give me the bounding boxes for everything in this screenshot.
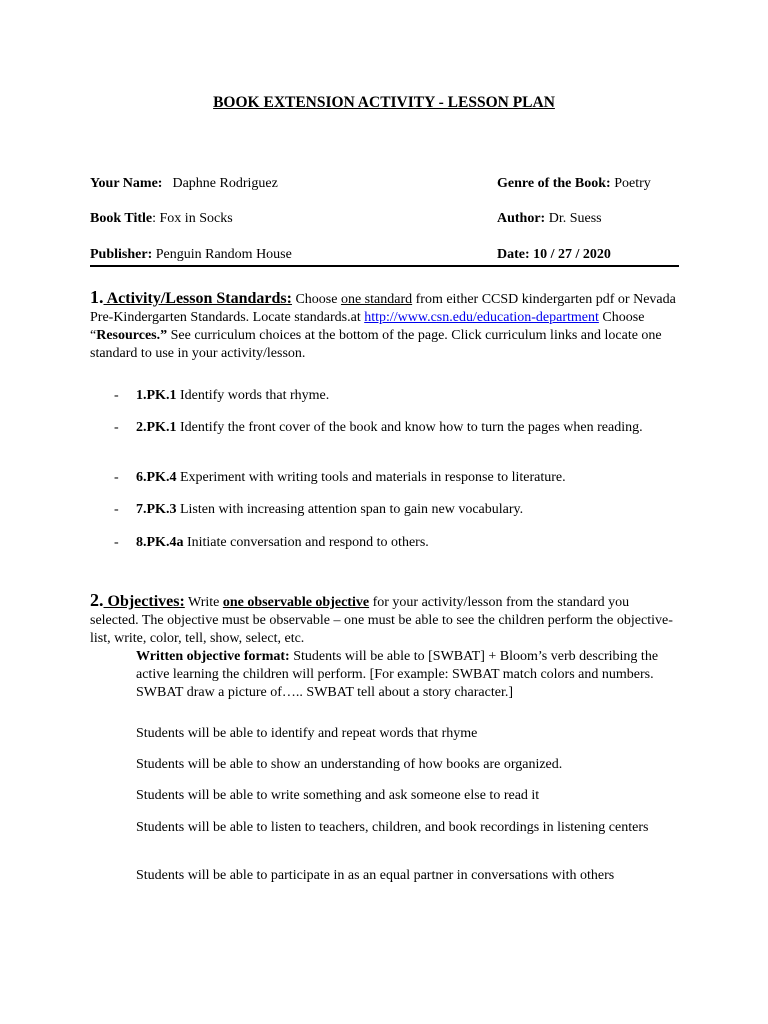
standard-code: 7.PK.3 xyxy=(136,502,177,517)
name-field xyxy=(90,175,278,193)
section1-text-b: from either CCSD kindergarten pdf or Nevada Pre-Kindergarten Standards. Locate standards.at xyxy=(90,292,676,325)
name-value: Daphne Rodriguez xyxy=(172,176,278,191)
standards-link[interactable]: http://www.csn.edu/education-department xyxy=(364,310,599,325)
page-title: BOOK EXTENSION ACTIVITY - LESSON PLAN xyxy=(213,94,555,111)
standard-text: Identify the front cover of the book and know how to turn the pages when reading. xyxy=(176,420,643,435)
date-label: Date: 10 / 27 / 2020 xyxy=(497,247,611,262)
genre-field xyxy=(497,175,651,193)
objective-format-paragraph xyxy=(90,648,680,702)
section-objectives xyxy=(90,591,680,702)
standard-text: Experiment with writing tools and materials in response to literature. xyxy=(176,470,566,485)
section1-number: 1. xyxy=(90,287,104,307)
objective-item: Students will be able to show an understanding of how books are organized. xyxy=(136,757,563,772)
section2-one-objective: one observable objective xyxy=(222,595,370,610)
standard-text: Initiate conversation and respond to others. xyxy=(183,535,429,550)
section1-one-standard: one standard xyxy=(340,292,413,307)
list-dash: - xyxy=(114,470,119,485)
genre-label: Genre of the Book: xyxy=(497,176,611,191)
standard-code: 6.PK.4 xyxy=(136,470,177,485)
standard-code: 1.PK.1 xyxy=(136,388,177,403)
genre-value: Poetry xyxy=(614,176,651,191)
section2-text-b: for your activity/lesson from the standard you selected. The objective must be observable – one must be able to see the children perform the objective- list, write, color, tell, show, select, etc. xyxy=(90,595,673,646)
date-field xyxy=(497,246,611,264)
section2-number: 2. xyxy=(90,590,104,610)
publisher-value: Penguin Random House xyxy=(155,247,292,262)
list-dash: - xyxy=(114,502,119,517)
section1-text-d: See curriculum choices at the bottom of the page. Click curriculum links and locate one standard to use in your activity/lesson. xyxy=(90,328,662,361)
section1-resources: Resources.” xyxy=(96,328,168,343)
section1-text-c: Choose “ xyxy=(90,310,645,343)
publisher-label: Publisher: xyxy=(90,247,153,262)
header-row-publisher xyxy=(90,246,680,266)
section2-heading: Objectives: xyxy=(103,593,185,610)
section-standards xyxy=(90,288,680,363)
format-label: Written objective format: xyxy=(136,649,290,664)
header-row-title xyxy=(90,210,680,230)
section2-text-a: Write xyxy=(184,595,223,610)
publisher-field xyxy=(90,246,292,264)
book-title-value: : Fox in Socks xyxy=(152,211,233,226)
objective-item: Students will be able to write something and ask someone else to read it xyxy=(136,788,540,803)
name-label: Your Name: xyxy=(90,176,163,191)
standard-code: 2.PK.1 xyxy=(136,420,177,435)
author-label: Author: xyxy=(497,211,546,226)
format-text: Students will be able to [SWBAT] + Bloom’s verb describing the active learning the children will perform. [For example: SWBAT match colors and numbers. SWBAT draw a picture of….. SWBAT tell about a story character.] xyxy=(136,649,659,700)
standard-code: 8.PK.4a xyxy=(136,535,184,550)
section1-text-a: Choose xyxy=(291,292,341,307)
standard-text: Identify words that rhyme. xyxy=(176,388,330,403)
author-value: Dr. Suess xyxy=(548,211,602,226)
header-row-name xyxy=(90,175,680,195)
list-dash: - xyxy=(114,388,119,403)
section1-heading: Activity/Lesson Standards: xyxy=(103,290,292,307)
author-field xyxy=(497,210,602,228)
list-dash: - xyxy=(114,420,119,435)
standard-text: Listen with increasing attention span to gain new vocabulary. xyxy=(176,502,524,517)
objective-item: Students will be able to listen to teachers, children, and book recordings in listening centers xyxy=(136,820,649,835)
objective-item: Students will be able to identify and repeat words that rhyme xyxy=(136,726,478,741)
list-dash: - xyxy=(114,535,119,550)
objective-item: Students will be able to participate in as an equal partner in conversations with others xyxy=(136,868,615,883)
book-title-label: Book Title xyxy=(90,211,153,226)
book-title-field xyxy=(90,210,233,228)
header-divider xyxy=(90,265,679,267)
